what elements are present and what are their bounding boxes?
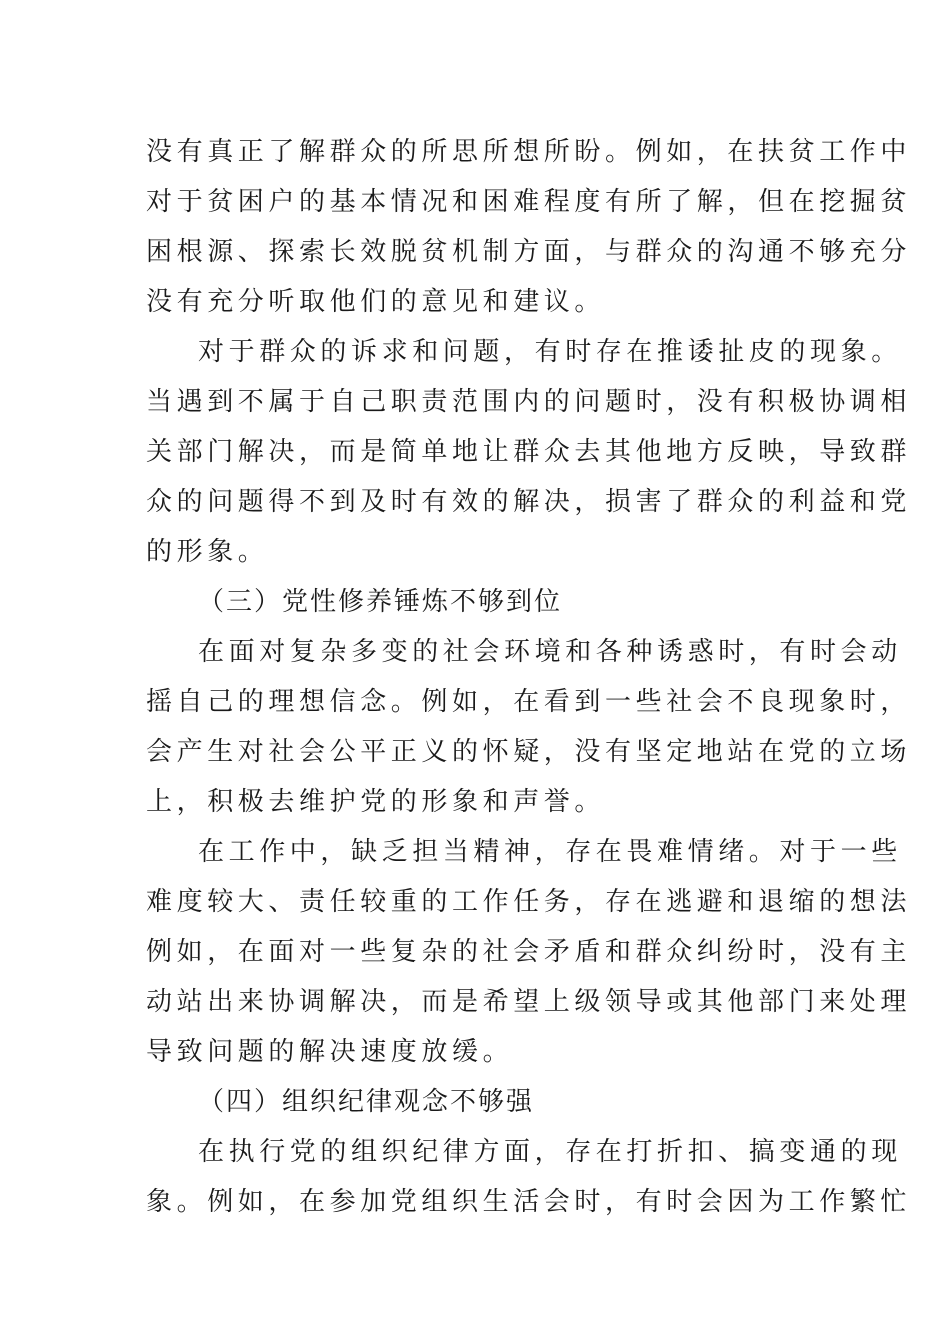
text-line: 例如，在面对一些复杂的社会矛盾和群众纠纷时，没有主 bbox=[146, 937, 912, 967]
text-line: 众的问题得不到及时有效的解决，损害了群众的利益和党 bbox=[146, 487, 912, 517]
paragraph-first-line: 在执行党的组织纪律方面，存在打折扣、搞变通的现 bbox=[198, 1137, 902, 1167]
text-line: 没有充分听取他们的意见和建议。 bbox=[146, 287, 606, 317]
text-line: 上，积极去维护党的形象和声誉。 bbox=[146, 787, 606, 817]
paragraph-first-line: 在面对复杂多变的社会环境和各种诱惑时，有时会动 bbox=[198, 637, 902, 667]
paragraph-first-line: 对于群众的诉求和问题，有时存在推诿扯皮的现象。 bbox=[198, 337, 902, 367]
section-heading: （三）党性修养锤炼不够到位 bbox=[198, 587, 563, 617]
text-line: 难度较大、责任较重的工作任务，存在逃避和退缩的想法 bbox=[146, 887, 912, 917]
text-line: 困根源、探索长效脱贫机制方面，与群众的沟通不够充分 bbox=[146, 237, 912, 267]
section-heading: （四）组织纪律观念不够强 bbox=[198, 1087, 535, 1117]
text-line: 当遇到不属于自己职责范围内的问题时，没有积极协调相 bbox=[146, 387, 912, 417]
text-line: 没有真正了解群众的所思所想所盼。例如，在扶贫工作中 bbox=[146, 137, 912, 167]
text-line: 象。例如，在参加党组织生活会时，有时会因为工作繁忙 bbox=[146, 1187, 912, 1217]
text-line: 关部门解决，而是简单地让群众去其他地方反映，导致群 bbox=[146, 437, 912, 467]
text-line: 对于贫困户的基本情况和困难程度有所了解，但在挖掘贫 bbox=[146, 187, 912, 217]
text-line: 会产生对社会公平正义的怀疑，没有坚定地站在党的立场 bbox=[146, 737, 912, 767]
text-line: 的形象。 bbox=[146, 537, 269, 567]
text-line: 导致问题的解决速度放缓。 bbox=[146, 1037, 514, 1067]
text-line: 摇自己的理想信念。例如，在看到一些社会不良现象时， bbox=[146, 687, 912, 717]
paragraph-first-line: 在工作中，缺乏担当精神，存在畏难情绪。对于一些 bbox=[198, 837, 902, 867]
text-line: 动站出来协调解决，而是希望上级领导或其他部门来处理 bbox=[146, 987, 912, 1017]
